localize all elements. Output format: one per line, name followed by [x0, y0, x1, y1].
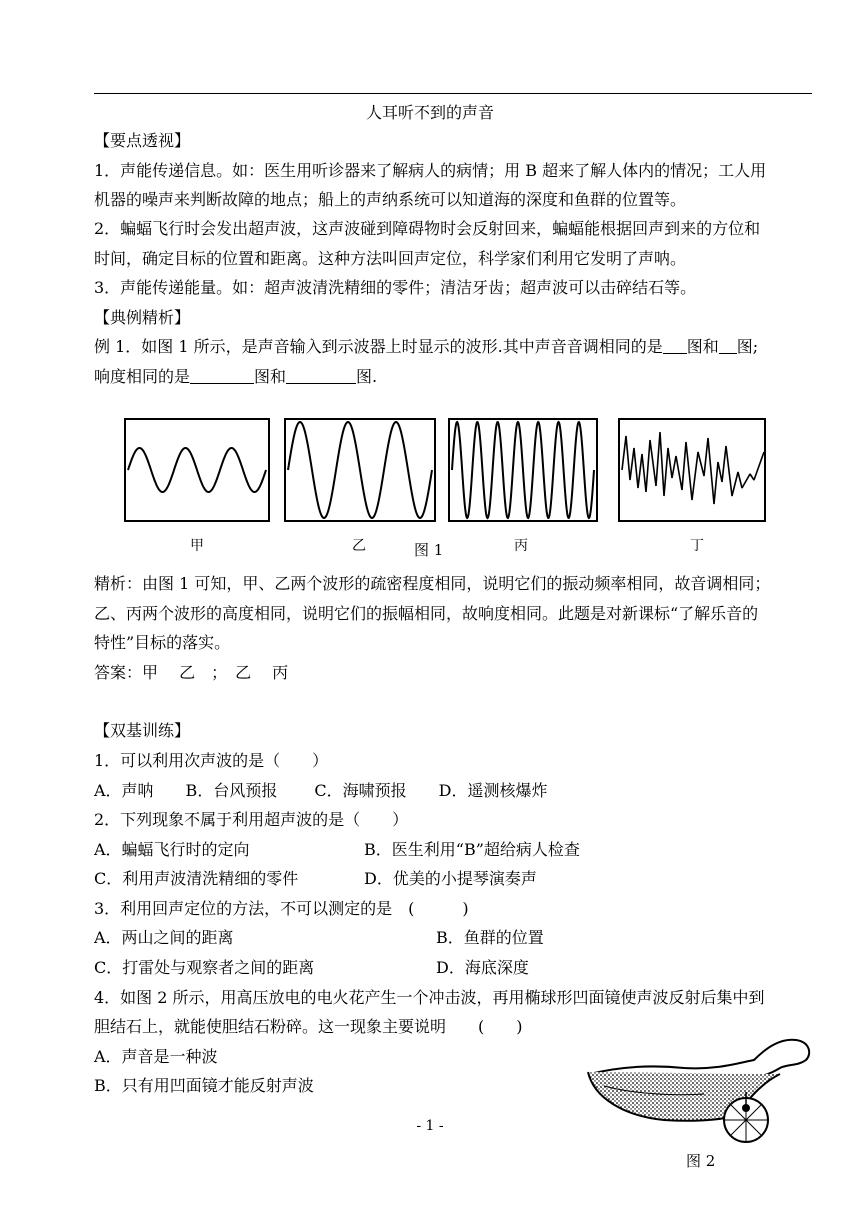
question-3-option-b: B．鱼群的位置: [436, 928, 544, 947]
answer-blank[interactable]: [663, 337, 687, 354]
analysis-line: 特性”目标的落实。: [94, 633, 231, 652]
question-2: 2．下列现象不属于利用超声波的是（ ）: [94, 810, 409, 829]
waveform-label: 丙: [514, 538, 528, 554]
answer-line: 答案：甲 乙 ； 乙 丙: [94, 663, 289, 682]
waveform-label: 丁: [690, 538, 704, 554]
question-2-option-c: C．利用声波清洗精细的零件: [94, 869, 299, 888]
example-question-line: [94, 336, 814, 358]
example-text: 响度相同的是: [94, 367, 191, 386]
key-point-line: 3．声能传递能量。如：超声波清洗精细的零件；清洁牙齿；超声波可以击碎结石等。: [94, 278, 697, 297]
figure-1-caption: 图 1: [414, 541, 444, 559]
example-question-line: [94, 366, 814, 388]
waveform-jia: [124, 418, 270, 522]
answer-blank[interactable]: [190, 367, 254, 384]
section-heading-examples: 【典例精析】: [94, 308, 191, 327]
waveform-bing: [448, 418, 598, 522]
question-1-options: A．声呐 B．台风预报 C．海啸预报 D．遥测核爆炸: [94, 781, 548, 800]
page-title: 人耳听不到的声音: [365, 103, 494, 122]
question-3: 3．利用回声定位的方法，不可以测定的是 ( ): [94, 899, 469, 918]
example-text: 图.: [356, 367, 378, 386]
question-4: 4．如图 2 所示，用高压放电的电火花产生一个冲击波，再用椭球形凹面镜使声波反射后集中到: [94, 988, 765, 1007]
section-heading-practice: 【双基训练】: [94, 721, 191, 740]
waveform-label: 甲: [190, 538, 204, 554]
example-text: 例 1．如图 1 所示，是声音输入到示波器上时显示的波形.其中声音音调相同的是: [94, 337, 663, 356]
page-number: - 1 -: [416, 1118, 444, 1134]
analysis-line: 乙、丙两个波形的高度相同，说明它们的振幅相同，故响度相同。此题是对新课标“了解乐音的: [94, 604, 759, 623]
example-text: 图和: [254, 367, 287, 386]
question-4-option-b: B．只有用凹面镜才能反射声波: [94, 1076, 314, 1095]
header-rule: [94, 93, 812, 94]
key-point-line: 机器的噪声来判断故障的地点；船上的声纳系统可以知道海的深度和鱼群的位置等。: [94, 190, 687, 209]
waveform-label: 乙: [352, 538, 366, 554]
key-point-line: 2．蝙蝠飞行时会发出超声波，这声波碰到障碍物时会反射回来，蝙蝠能根据回声到来的方位和: [94, 219, 761, 238]
example-text: 图和: [686, 337, 719, 356]
question-3-option-a: A．两山之间的距离: [94, 928, 234, 947]
key-point-line: 1．声能传递信息。如：医生用听诊器来了解病人的病情；用 B 超来了解人体内的情况；工人用: [94, 161, 767, 180]
section-heading-key-points: 【要点透视】: [94, 131, 191, 150]
answer-blank[interactable]: [719, 337, 737, 354]
answer-blank[interactable]: [286, 367, 356, 384]
question-4-option-a: A．声音是一种波: [94, 1047, 218, 1066]
question-4: 胆结石上，就能使胆结石粉碎。这一现象主要说明 ( ): [94, 1017, 523, 1036]
waveform-ding: [618, 418, 766, 522]
question-1: 1．可以利用次声波的是（ ）: [94, 751, 329, 770]
key-point-line: 时间，确定目标的位置和距离。这种方法叫回声定位，科学家们利用它发明了声呐。: [94, 249, 687, 268]
figure-2-caption: 图 2: [686, 1152, 716, 1170]
example-text: 图;: [736, 337, 759, 356]
question-2-option-d: D．优美的小提琴演奏声: [364, 869, 537, 888]
waveform-yi: [284, 418, 436, 522]
question-3-option-c: C．打雷处与观察者之间的距离: [94, 958, 315, 977]
question-2-option-b: B．医生利用“B”超给病人检查: [364, 840, 580, 859]
analysis-line: 精析：由图 1 可知，甲、乙两个波形的疏密程度相同，说明它们的振动频率相同，故音调相同；: [94, 574, 771, 593]
question-2-option-a: A．蝙蝠飞行时的定向: [94, 840, 250, 859]
question-3-option-d: D．海底深度: [436, 958, 529, 977]
